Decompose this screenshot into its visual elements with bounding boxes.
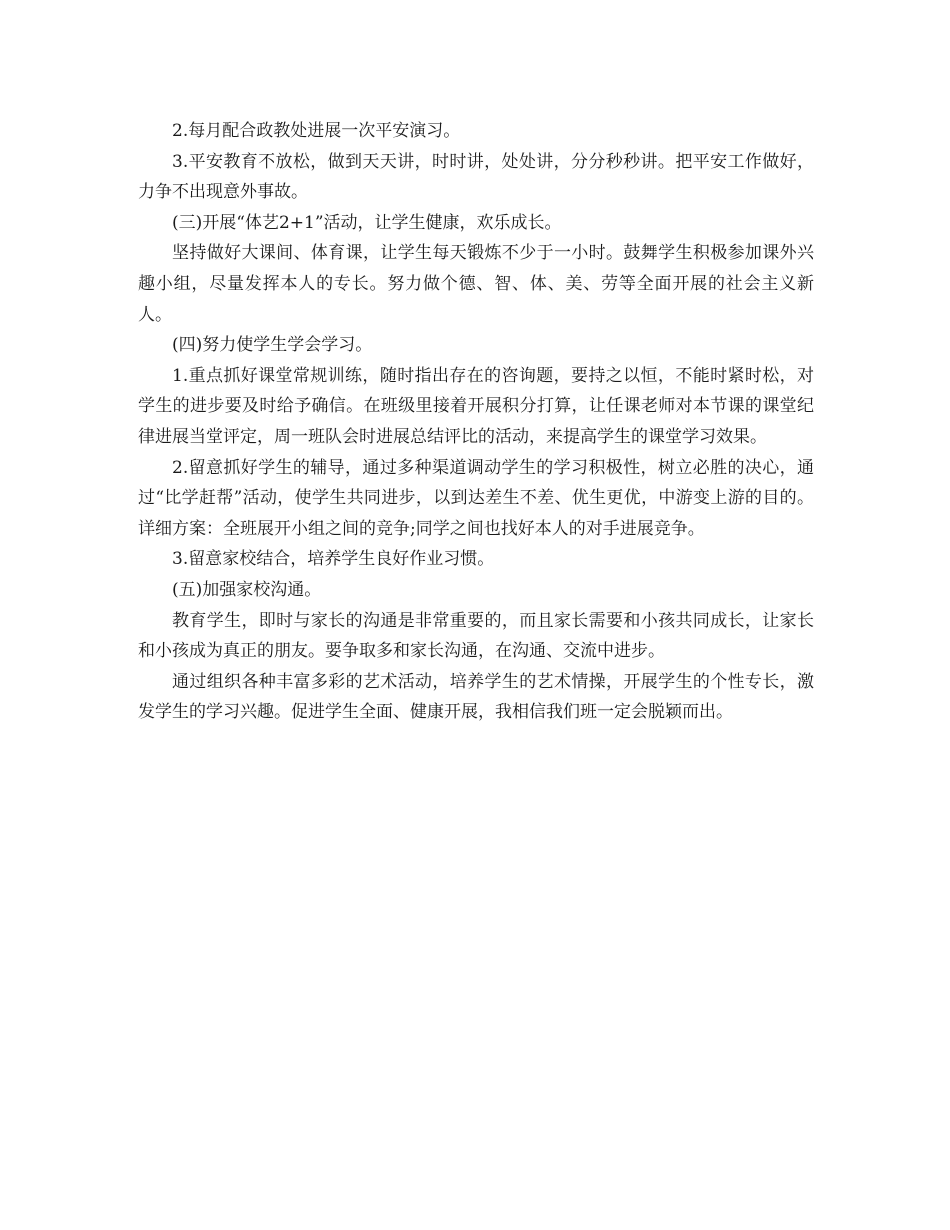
paragraph-heading-sports-arts: (三)开展“体艺2+1”活动，让学生健康，欢乐成长。: [172, 212, 562, 233]
paragraph-parent-communication: 教育学生，即时与家长的沟通是非常重要的，而且家长需要和小孩共同成长，让家长和小孩成为真正的朋友。要争取多和家长沟通，在沟通、交流中进步。: [138, 610, 814, 662]
paragraph-heading-learning: (四)努力使学生学会学习。: [172, 335, 373, 356]
paragraph-classroom-routine: 1.重点抓好课堂常规训练，随时指出存在的咨询题，要持之以恒，不能时紧时松，对学生的进步要及时给予确信。在班级里接着开展积分打算，让任课老师对本节课的课堂纪律进展当堂评定，周一班队会时进展总结评比的活动，来提高学生的课堂学习效果。: [138, 365, 814, 447]
paragraph-safety-education: 3.平安教育不放松，做到天天讲，时时讲，处处讲，分分秒秒讲。把平安工作做好，力争不出现意外事故。: [138, 151, 814, 203]
paragraph-exercise: 坚持做好大课间、体育课，让学生每天锻炼不少于一小时。鼓舞学生积极参加课外兴趣小组，尽量发挥本人的专长。努力做个德、智、体、美、劳等全面开展的社会主义新人。: [138, 243, 814, 325]
document-body: [138, 116, 814, 728]
paragraph-heading-communication: (五)加强家校沟通。: [172, 579, 322, 600]
paragraph-homework-habits: 3.留意家校结合，培养学生良好作业习惯。: [172, 549, 495, 570]
paragraph-tutoring: 2.留意抓好学生的辅导，通过多种渠道调动学生的学习积极性，树立必胜的决心，通过“比学赶帮”活动，使学生共同进步，以到达差生不差、优生更优，中游变上游的目的。详细方案：全班展开小组之间的竞争;同学之间也找好本人的对手进展竞争。: [138, 457, 814, 539]
paragraph-conclusion: 通过组织各种丰富多彩的艺术活动，培养学生的艺术情操，开展学生的个性专长，激发学生的学习兴趣。促进学生全面、健康开展，我相信我们班一定会脱颖而出。: [138, 671, 814, 723]
paragraph-drill: 2.每月配合政教处进展一次平安演习。: [172, 121, 461, 141]
